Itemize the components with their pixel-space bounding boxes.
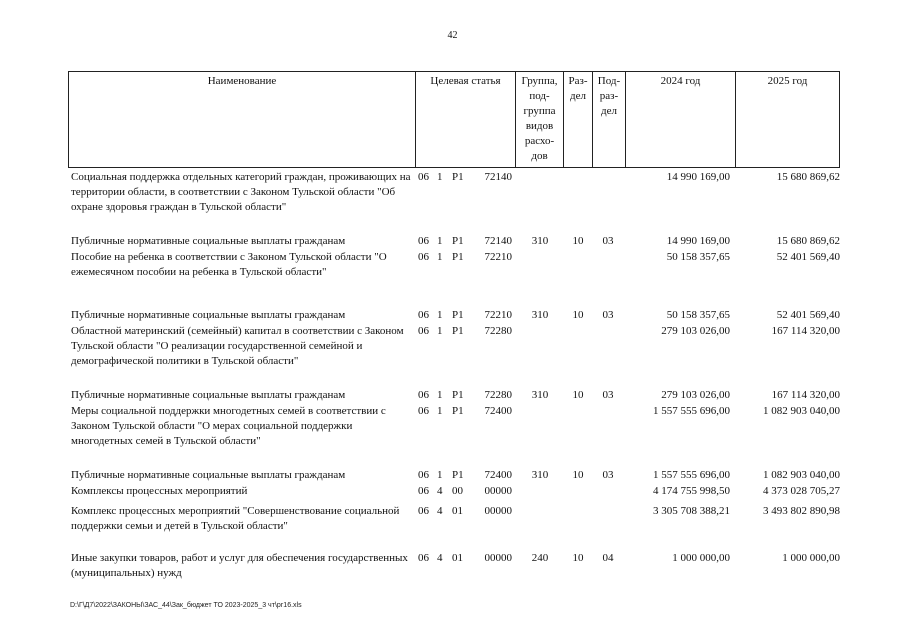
cell-tg1: 06	[418, 251, 429, 263]
cell-tg4: 72140	[484, 235, 512, 247]
cell-y2024: 279 103 026,00	[661, 325, 730, 337]
cell-tg1: 06	[418, 469, 429, 481]
cell-tg1: 06	[418, 505, 429, 517]
cell-razd: 10	[572, 469, 584, 481]
cell-tg3: 00	[452, 485, 463, 497]
header-name: Наименование	[68, 71, 415, 168]
cell-grp: 310	[531, 235, 549, 247]
cell-y2025: 167 114 320,00	[771, 325, 840, 337]
cell-y2025: 4 373 028 705,27	[763, 485, 840, 497]
cell-tg1: 06	[418, 325, 429, 337]
cell-tg3: 01	[452, 552, 463, 564]
cell-y2025: 15 680 869,62	[776, 235, 840, 247]
cell-tg2: 1	[437, 389, 443, 401]
cell-razd: 10	[572, 309, 584, 321]
cell-tg3: Р1	[452, 325, 464, 337]
cell-y2024: 50 158 357,65	[666, 309, 730, 321]
cell-tg4: 72140	[484, 171, 512, 183]
cell-name: Областной материнский (семейный) капитал в соответствии с Законом Тульской области "О реализации государственной семейной и демографической политики в Тульской области"	[71, 325, 404, 367]
cell-name: Комплексы процессных мероприятий	[71, 485, 248, 497]
cell-podr: 03	[602, 389, 614, 401]
cell-y2024: 14 990 169,00	[666, 235, 730, 247]
cell-tg2: 1	[437, 469, 443, 481]
cell-tg1: 06	[418, 485, 429, 497]
cell-name: Публичные нормативные социальные выплаты гражданам	[71, 469, 346, 481]
cell-name: Социальная поддержка отдельных категорий граждан, проживающих на территории области, в соответствии с Законом Тульской области "Об охране здоровья граждан в Тульской области"	[71, 171, 411, 213]
cell-tg2: 1	[437, 325, 443, 337]
cell-name: Публичные нормативные социальные выплаты гражданам	[71, 389, 346, 401]
cell-tg2: 1	[437, 309, 443, 321]
cell-tg4: 72400	[484, 405, 512, 417]
cell-tg1: 06	[418, 171, 429, 183]
cell-tg4: 00000	[484, 552, 512, 564]
cell-tg3: Р1	[452, 309, 464, 321]
header-2024: 2024 год	[625, 71, 735, 168]
cell-tg4: 72210	[484, 309, 512, 321]
cell-y2024: 1 000 000,00	[672, 552, 730, 564]
cell-grp: 310	[531, 309, 549, 321]
cell-tg2: 4	[437, 485, 443, 497]
cell-y2025: 1 082 903 040,00	[763, 405, 840, 417]
cell-podr: 03	[602, 309, 614, 321]
cell-tg2: 1	[437, 251, 443, 263]
cell-name: Комплекс процессных мероприятий "Совершенствование социальной поддержки семьи и детей в Тульской области"	[71, 505, 400, 532]
cell-tg4: 00000	[484, 485, 512, 497]
cell-razd: 10	[572, 235, 584, 247]
cell-y2024: 4 174 755 998,50	[653, 485, 730, 497]
cell-y2025: 167 114 320,00	[771, 389, 840, 401]
cell-tg1: 06	[418, 389, 429, 401]
header-group: Группа, под- группа видов расхо- дов	[515, 71, 563, 168]
header-2025: 2025 год	[735, 71, 840, 168]
cell-name: Публичные нормативные социальные выплаты гражданам	[71, 309, 346, 321]
cell-podr: 03	[602, 235, 614, 247]
cell-tg3: Р1	[452, 171, 464, 183]
cell-y2025: 15 680 869,62	[776, 171, 840, 183]
cell-y2024: 1 557 555 696,00	[653, 405, 730, 417]
cell-name: Иные закупки товаров, работ и услуг для обеспечения государственных (муниципальных) нужд	[71, 552, 408, 579]
cell-tg3: Р1	[452, 405, 464, 417]
cell-tg2: 1	[437, 171, 443, 183]
cell-y2025: 1 082 903 040,00	[763, 469, 840, 481]
cell-name: Пособие на ребенка в соответствии с Законом Тульской области "О ежемесячном пособии на ребенка в Тульской области"	[71, 251, 387, 278]
footer-file-path: D:\Г\Д7\2022\ЗАКОНЫ\ЗАС_44\Зак_бюджет ТО 2023-2025_3 чт\рг16.xls	[70, 602, 302, 609]
cell-razd: 10	[572, 552, 584, 564]
cell-y2025: 1 000 000,00	[782, 552, 840, 564]
cell-y2025: 52 401 569,40	[776, 251, 840, 263]
header-razdel: Раз- дел	[563, 71, 592, 168]
cell-tg1: 06	[418, 235, 429, 247]
cell-tg2: 4	[437, 505, 443, 517]
header-target: Целевая статья	[415, 71, 515, 168]
cell-y2024: 1 557 555 696,00	[653, 469, 730, 481]
cell-y2024: 3 305 708 388,21	[653, 505, 730, 517]
cell-y2025: 3 493 802 890,98	[763, 505, 840, 517]
cell-tg4: 72280	[484, 325, 512, 337]
cell-tg2: 1	[437, 235, 443, 247]
cell-grp: 240	[531, 552, 549, 564]
cell-y2024: 279 103 026,00	[661, 389, 730, 401]
cell-y2024: 50 158 357,65	[666, 251, 730, 263]
cell-podr: 04	[602, 552, 614, 564]
cell-tg3: Р1	[452, 389, 464, 401]
cell-tg4: 00000	[484, 505, 512, 517]
page-number: 42	[447, 30, 458, 41]
cell-name: Меры социальной поддержки многодетных семей в соответствии с Законом Тульской области "О мерах социальной поддержки многодетных семей в Тульской области"	[71, 405, 386, 447]
cell-tg2: 4	[437, 552, 443, 564]
cell-tg4: 72210	[484, 251, 512, 263]
cell-tg3: Р1	[452, 469, 464, 481]
cell-razd: 10	[572, 389, 584, 401]
cell-tg3: Р1	[452, 251, 464, 263]
cell-tg4: 72280	[484, 389, 512, 401]
cell-name: Публичные нормативные социальные выплаты гражданам	[71, 235, 346, 247]
cell-podr: 03	[602, 469, 614, 481]
cell-y2025: 52 401 569,40	[776, 309, 840, 321]
cell-grp: 310	[531, 469, 549, 481]
cell-tg2: 1	[437, 405, 443, 417]
cell-grp: 310	[531, 389, 549, 401]
cell-tg3: Р1	[452, 235, 464, 247]
cell-tg3: 01	[452, 505, 463, 517]
cell-tg1: 06	[418, 552, 429, 564]
cell-tg1: 06	[418, 405, 429, 417]
cell-tg4: 72400	[484, 469, 512, 481]
header-podrazdel: Под- раз- дел	[592, 71, 625, 168]
cell-y2024: 14 990 169,00	[666, 171, 730, 183]
cell-tg1: 06	[418, 309, 429, 321]
